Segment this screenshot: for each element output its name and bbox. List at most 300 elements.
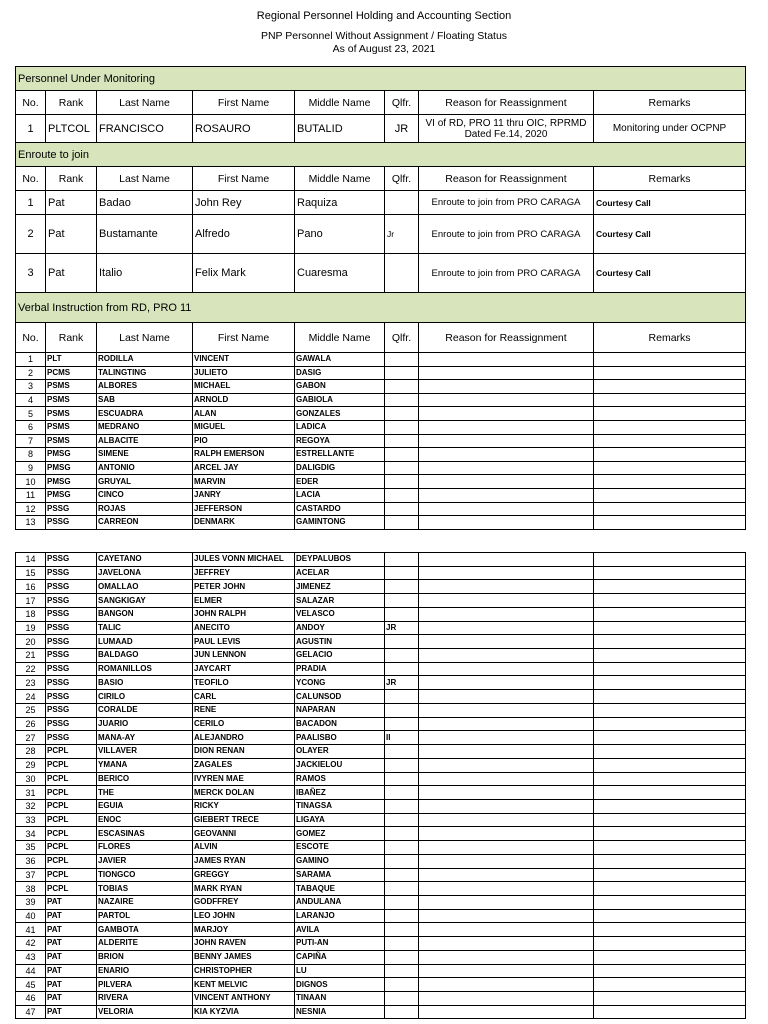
table-row — [16, 488, 746, 502]
row-number: 4 — [16, 393, 46, 407]
row-rank: PSSG — [46, 580, 97, 594]
row-remarks — [594, 813, 746, 827]
table-row — [16, 745, 746, 759]
row-remarks — [594, 895, 746, 909]
row-remarks — [594, 868, 746, 882]
row-number: 18 — [16, 607, 46, 621]
row-qlfr — [385, 745, 419, 759]
row-rank: PAT — [46, 923, 97, 937]
row-remarks — [594, 731, 746, 745]
row-reason — [419, 580, 594, 594]
col-qlfr: Qlfr. — [385, 91, 419, 115]
row-remarks — [594, 566, 746, 580]
row-last-name: SIMENE — [97, 448, 193, 462]
row-number: 14 — [16, 553, 46, 567]
row-rank: PCPL — [46, 882, 97, 896]
table-row — [16, 1005, 746, 1019]
row-first-name: ALVIN — [193, 841, 295, 855]
row-middle-name: OLAYER — [295, 745, 385, 759]
row-first-name: GODFFREY — [193, 895, 295, 909]
row-reason — [419, 786, 594, 800]
row-number: 35 — [16, 841, 46, 855]
row-qlfr — [385, 841, 419, 855]
row-remarks — [594, 909, 746, 923]
row-qlfr — [385, 393, 419, 407]
table-row — [16, 502, 746, 516]
row-middle-name: GAMINTONG — [295, 516, 385, 530]
table-row — [16, 703, 746, 717]
row-number: 38 — [16, 882, 46, 896]
row-remarks — [594, 937, 746, 951]
row-reason — [419, 380, 594, 394]
row-remarks — [594, 717, 746, 731]
row-first-name: DENMARK — [193, 516, 295, 530]
row-rank: PAT — [46, 978, 97, 992]
row-reason — [419, 703, 594, 717]
row-qlfr — [385, 566, 419, 580]
row-first-name: JUN LENNON — [193, 649, 295, 663]
row-first-name: IVYREN MAE — [193, 772, 295, 786]
row-number: 2 — [16, 366, 46, 380]
row-rank: PSSG — [46, 649, 97, 663]
row-number: 47 — [16, 1005, 46, 1019]
row-reason — [419, 607, 594, 621]
row-remarks — [594, 923, 746, 937]
row-remarks — [594, 635, 746, 649]
row-middle-name: PRADIA — [295, 662, 385, 676]
row-rank: PSSG — [46, 607, 97, 621]
row-first-name: PAUL LEVIS — [193, 635, 295, 649]
row-last-name: SAB — [97, 393, 193, 407]
row-last-name: EGUIA — [97, 799, 193, 813]
row-number: 40 — [16, 909, 46, 923]
row-reason — [419, 841, 594, 855]
row-remarks — [594, 841, 746, 855]
row-number: 41 — [16, 923, 46, 937]
row-last-name: SANGKIGAY — [97, 594, 193, 608]
row-number: 25 — [16, 703, 46, 717]
row-number: 5 — [16, 407, 46, 421]
row-first-name: PETER JOHN — [193, 580, 295, 594]
row-first-name: MICHAEL — [193, 380, 295, 394]
row-middle-name: CAPIÑA — [295, 950, 385, 964]
row-last-name: BANGON — [97, 607, 193, 621]
row-qlfr — [385, 909, 419, 923]
row-number: 17 — [16, 594, 46, 608]
table-row — [16, 594, 746, 608]
table-row: 1 Pat Badao John Rey Raquiza Enroute to join from PRO CARAGA Courtesy Call — [16, 191, 746, 215]
row-reason — [419, 882, 594, 896]
table-row — [16, 841, 746, 855]
row-last-name: CAYETANO — [97, 553, 193, 567]
row-qlfr — [385, 1005, 419, 1019]
row-qlfr — [385, 461, 419, 475]
row-first-name: JULES VONN MICHAEL — [193, 553, 295, 567]
row-first-name: RENE — [193, 703, 295, 717]
row-number: 45 — [16, 978, 46, 992]
row-last-name: CIRILO — [97, 690, 193, 704]
row-rank: PSSG — [46, 553, 97, 567]
row-remarks — [594, 353, 746, 367]
row-rank: PCPL — [46, 854, 97, 868]
row-qlfr: JR — [385, 676, 419, 690]
row-first-name: KENT MELVIC — [193, 978, 295, 992]
row-middle-name: SALAZAR — [295, 594, 385, 608]
row-last-name: BERICO — [97, 772, 193, 786]
row-middle-name: TINAGSA — [295, 799, 385, 813]
row-last-name: BRION — [97, 950, 193, 964]
col-middle-name: Middle Name — [295, 91, 385, 115]
row-qlfr — [385, 895, 419, 909]
row-first-name: ELMER — [193, 594, 295, 608]
table-row — [16, 516, 746, 530]
row-reason — [419, 923, 594, 937]
row-first-name: GEOVANNI — [193, 827, 295, 841]
row-reason — [419, 964, 594, 978]
table-row — [16, 882, 746, 896]
row-reason — [419, 690, 594, 704]
row-first-name: ANECITO — [193, 621, 295, 635]
row-number: 8 — [16, 448, 46, 462]
row-middle-name: AGUSTIN — [295, 635, 385, 649]
row-rank: PCPL — [46, 786, 97, 800]
row-remarks — [594, 649, 746, 663]
row-middle-name: NAPARAN — [295, 703, 385, 717]
row-qlfr — [385, 923, 419, 937]
row-remarks — [594, 786, 746, 800]
row-first-name: CARL — [193, 690, 295, 704]
row-middle-name: DALIGDIG — [295, 461, 385, 475]
row-first-name: RICKY — [193, 799, 295, 813]
table-row — [16, 353, 746, 367]
row-remarks — [594, 580, 746, 594]
row-middle-name: PUTI-AN — [295, 937, 385, 951]
row-remarks — [594, 690, 746, 704]
row-middle-name: SARAMA — [295, 868, 385, 882]
row-last-name: PILVERA — [97, 978, 193, 992]
row-number: 11 — [16, 488, 46, 502]
table-row — [16, 964, 746, 978]
row-rank: PSSG — [46, 731, 97, 745]
row-qlfr — [385, 434, 419, 448]
row-remarks — [594, 621, 746, 635]
row-middle-name: LU — [295, 964, 385, 978]
row-number: 22 — [16, 662, 46, 676]
row-remarks — [594, 758, 746, 772]
row-last-name: NAZAIRE — [97, 895, 193, 909]
table-row — [16, 923, 746, 937]
row-reason — [419, 649, 594, 663]
row-qlfr — [385, 516, 419, 530]
row-reason — [419, 407, 594, 421]
row-rank: PCMS — [46, 366, 97, 380]
row-middle-name: AVILA — [295, 923, 385, 937]
report-subtitle: PNP Personnel Without Assignment / Floating Status — [260, 30, 508, 42]
row-middle-name: DIGNOS — [295, 978, 385, 992]
row-last-name: FLORES — [97, 841, 193, 855]
row-middle-name: LADICA — [295, 420, 385, 434]
row-last-name: ENARIO — [97, 964, 193, 978]
row-rank: PCPL — [46, 868, 97, 882]
row-remarks — [594, 393, 746, 407]
row-rank: PAT — [46, 1005, 97, 1019]
row-reason — [419, 553, 594, 567]
row-number: 39 — [16, 895, 46, 909]
row-remarks — [594, 607, 746, 621]
row-middle-name: GAWALA — [295, 353, 385, 367]
row-number: 37 — [16, 868, 46, 882]
row-qlfr — [385, 420, 419, 434]
row-first-name: VINCENT ANTHONY — [193, 992, 295, 1006]
row-reason — [419, 717, 594, 731]
row-last-name: MANA-AY — [97, 731, 193, 745]
row-reason — [419, 488, 594, 502]
table-row — [16, 434, 746, 448]
row-middle-name: GONZALES — [295, 407, 385, 421]
table-row — [16, 461, 746, 475]
row-last-name: MEDRANO — [97, 420, 193, 434]
row-middle-name: LIGAYA — [295, 813, 385, 827]
row-rank: PSMS — [46, 380, 97, 394]
row-number: 24 — [16, 690, 46, 704]
row-rank: PSSG — [46, 703, 97, 717]
row-middle-name: GELACIO — [295, 649, 385, 663]
row-remarks — [594, 950, 746, 964]
row-remarks — [594, 1005, 746, 1019]
row-rank: PAT — [46, 950, 97, 964]
row-first-name: JOHN RALPH — [193, 607, 295, 621]
col-rank: Rank — [46, 91, 97, 115]
row-qlfr — [385, 950, 419, 964]
section-title-verbal-instruction: Verbal Instruction from RD, PRO 11 — [16, 293, 746, 323]
row-remarks — [594, 475, 746, 489]
row-qlfr — [385, 594, 419, 608]
row-reason — [419, 854, 594, 868]
table-row — [16, 909, 746, 923]
table-row — [16, 992, 746, 1006]
row-middle-name: ANDOY — [295, 621, 385, 635]
table-row — [16, 827, 746, 841]
row-number: 29 — [16, 758, 46, 772]
row-middle-name: GABON — [295, 380, 385, 394]
row-qlfr — [385, 353, 419, 367]
row-number: 15 — [16, 566, 46, 580]
row-last-name: TALINGTING — [97, 366, 193, 380]
row-rank: PMSG — [46, 461, 97, 475]
row-rank: PAT — [46, 909, 97, 923]
row-first-name: TEOFILO — [193, 676, 295, 690]
row-reason — [419, 1005, 594, 1019]
row-qlfr — [385, 827, 419, 841]
row-first-name: JEFFREY — [193, 566, 295, 580]
table-row — [16, 978, 746, 992]
row-qlfr — [385, 502, 419, 516]
col-first-name: First Name — [193, 91, 295, 115]
table-row — [16, 937, 746, 951]
table-row — [16, 380, 746, 394]
row-last-name: ROMANILLOS — [97, 662, 193, 676]
row-last-name: VILLAVER — [97, 745, 193, 759]
row-remarks — [594, 488, 746, 502]
row-first-name: JAMES RYAN — [193, 854, 295, 868]
row-number: 30 — [16, 772, 46, 786]
row-remarks — [594, 553, 746, 567]
row-qlfr — [385, 964, 419, 978]
row-qlfr — [385, 758, 419, 772]
row-rank: PSSG — [46, 662, 97, 676]
row-reason — [419, 461, 594, 475]
row-middle-name: TABAQUE — [295, 882, 385, 896]
row-qlfr: II — [385, 731, 419, 745]
row-remarks — [594, 594, 746, 608]
row-last-name: RIVERA — [97, 992, 193, 1006]
table-row: 2 Pat Bustamante Alfredo Pano Jr Enroute to join from PRO CARAGA Courtesy Call — [16, 215, 746, 254]
row-middle-name: LARANJO — [295, 909, 385, 923]
table-row — [16, 566, 746, 580]
row-remarks — [594, 448, 746, 462]
row-reason — [419, 353, 594, 367]
row-qlfr — [385, 580, 419, 594]
row-rank: PSMS — [46, 434, 97, 448]
row-number: 36 — [16, 854, 46, 868]
row-remarks — [594, 799, 746, 813]
row-remarks — [594, 992, 746, 1006]
row-last-name: ANTONIO — [97, 461, 193, 475]
table-row — [16, 420, 746, 434]
row-reason — [419, 731, 594, 745]
row-middle-name: GAMINO — [295, 854, 385, 868]
row-last-name: CORALDE — [97, 703, 193, 717]
row-first-name: PIO — [193, 434, 295, 448]
row-number: 13 — [16, 516, 46, 530]
row-number: 12 — [16, 502, 46, 516]
row-qlfr — [385, 649, 419, 663]
table-row — [16, 772, 746, 786]
row-reason — [419, 772, 594, 786]
row-qlfr — [385, 978, 419, 992]
row-number: 42 — [16, 937, 46, 951]
table-row — [16, 635, 746, 649]
row-rank: PAT — [46, 895, 97, 909]
section-title-monitoring: Personnel Under Monitoring — [16, 67, 746, 91]
row-middle-name: ACELAR — [295, 566, 385, 580]
row-rank: PAT — [46, 992, 97, 1006]
row-number: 10 — [16, 475, 46, 489]
row-rank: PSSG — [46, 502, 97, 516]
row-reason — [419, 621, 594, 635]
row-reason — [419, 662, 594, 676]
row-first-name: DION RENAN — [193, 745, 295, 759]
table-row — [16, 676, 746, 690]
row-reason — [419, 475, 594, 489]
row-first-name: ARNOLD — [193, 393, 295, 407]
row-rank: PLT — [46, 353, 97, 367]
row-reason — [419, 516, 594, 530]
table-row: 3 Pat Italio Felix Mark Cuaresma Enroute to join from PRO CARAGA Courtesy Call — [16, 254, 746, 293]
row-last-name: ALDERITE — [97, 937, 193, 951]
table-row — [16, 758, 746, 772]
row-remarks — [594, 964, 746, 978]
row-reason — [419, 393, 594, 407]
row-remarks — [594, 772, 746, 786]
row-reason — [419, 978, 594, 992]
row-first-name: JANRY — [193, 488, 295, 502]
row-reason — [419, 420, 594, 434]
row-rank: PCPL — [46, 772, 97, 786]
row-last-name: JAVELONA — [97, 566, 193, 580]
row-qlfr — [385, 992, 419, 1006]
row-first-name: CERILO — [193, 717, 295, 731]
report-date: As of August 23, 2021 — [332, 43, 436, 55]
row-qlfr — [385, 786, 419, 800]
row-rank: PSMS — [46, 407, 97, 421]
row-last-name: GRUYAL — [97, 475, 193, 489]
row-last-name: OMALLAO — [97, 580, 193, 594]
row-remarks — [594, 978, 746, 992]
row-qlfr — [385, 607, 419, 621]
row-remarks — [594, 407, 746, 421]
row-last-name: TALIC — [97, 621, 193, 635]
table-row — [16, 621, 746, 635]
row-reason — [419, 758, 594, 772]
row-reason — [419, 909, 594, 923]
row-last-name: ALBACITE — [97, 434, 193, 448]
row-last-name: JUARIO — [97, 717, 193, 731]
row-last-name: VELORIA — [97, 1005, 193, 1019]
row-reason — [419, 635, 594, 649]
row-middle-name: PAALISBO — [295, 731, 385, 745]
row-number: 9 — [16, 461, 46, 475]
row-middle-name: IBAÑEZ — [295, 786, 385, 800]
row-last-name: LUMAAD — [97, 635, 193, 649]
row-middle-name: JIMENEZ — [295, 580, 385, 594]
row-number: 1 — [16, 353, 46, 367]
row-qlfr — [385, 772, 419, 786]
row-remarks — [594, 366, 746, 380]
row-rank: PCPL — [46, 841, 97, 855]
row-last-name: GAMBOTA — [97, 923, 193, 937]
table-row — [16, 731, 746, 745]
row-remarks — [594, 703, 746, 717]
row-middle-name: REGOYA — [295, 434, 385, 448]
row-qlfr — [385, 813, 419, 827]
table-row — [16, 868, 746, 882]
row-middle-name: ESCOTE — [295, 841, 385, 855]
table-row — [16, 393, 746, 407]
row-first-name: JULIETO — [193, 366, 295, 380]
row-qlfr — [385, 662, 419, 676]
table-row — [16, 662, 746, 676]
row-rank: PSSG — [46, 516, 97, 530]
row-rank: PAT — [46, 964, 97, 978]
row-reason — [419, 502, 594, 516]
table-row — [16, 799, 746, 813]
row-first-name: MERCK DOLAN — [193, 786, 295, 800]
row-middle-name: EDER — [295, 475, 385, 489]
table-row — [16, 950, 746, 964]
row-qlfr — [385, 854, 419, 868]
col-no: No. — [16, 91, 46, 115]
row-first-name: ZAGALES — [193, 758, 295, 772]
row-first-name: JOHN RAVEN — [193, 937, 295, 951]
row-qlfr — [385, 717, 419, 731]
row-qlfr: JR — [385, 621, 419, 635]
row-middle-name: ESTRELLANTE — [295, 448, 385, 462]
row-reason — [419, 813, 594, 827]
row-number: 27 — [16, 731, 46, 745]
table-row — [16, 854, 746, 868]
row-rank: PCPL — [46, 745, 97, 759]
